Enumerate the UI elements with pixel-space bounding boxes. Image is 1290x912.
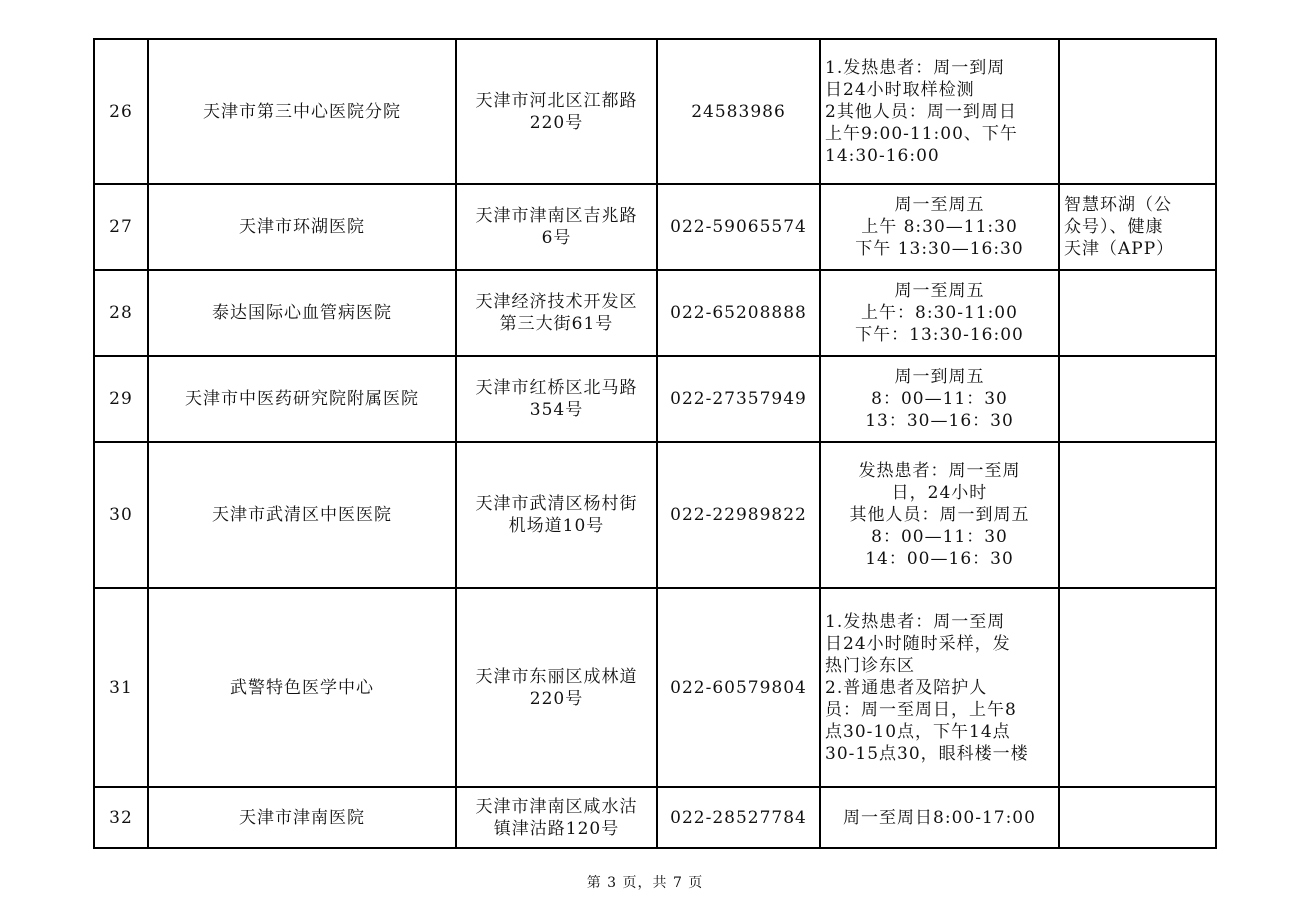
row-number-cell: 29 (94, 356, 148, 442)
hours-cell-line: 1.发热患者：周一至周 (825, 611, 1006, 632)
hours-cell-line: 13：30—16：30 (865, 411, 1014, 431)
table-row (94, 270, 1216, 356)
note-cell (1059, 270, 1216, 356)
hours-cell-line: 周一至周日8:00-17:00 (843, 807, 1036, 828)
table-row (94, 184, 1216, 270)
address-cell-line: 220号 (529, 112, 584, 133)
hours-cell-line: 周一至周五 (894, 195, 985, 215)
note-cell (1059, 442, 1216, 588)
table-row (94, 787, 1216, 848)
note-cell (1059, 588, 1216, 787)
hours-cell-line: 14：00—16：30 (865, 549, 1014, 569)
phone-cell: 022-27357949 (657, 356, 820, 442)
address-cell-line: 天津市武清区杨村街 (475, 494, 638, 514)
address-cell-line: 机场道10号 (508, 516, 605, 536)
hospital-table-body (94, 39, 1216, 848)
hospital-name-cell: 天津市武清区中医医院 (148, 442, 456, 588)
hours-cell (820, 356, 1059, 442)
hours-cell-line: 日24小时随时采样，发 (825, 633, 1011, 654)
hours-cell-line: 30-15点30，眼科楼一楼 (825, 743, 1029, 764)
hours-cell-line: 周一至周五 (894, 281, 985, 301)
address-cell-line: 天津市红桥区北马路 (475, 378, 638, 398)
address-cell (456, 356, 657, 442)
note-cell (1059, 356, 1216, 442)
hospital-name-cell: 泰达国际心血管病医院 (148, 270, 456, 356)
hours-cell-line: 热门诊东区 (825, 655, 915, 676)
note-cell (1059, 184, 1216, 270)
address-cell (456, 787, 657, 848)
hours-cell-line: 上午：8:30-11:00 (861, 303, 1018, 323)
table-row (94, 588, 1216, 787)
address-cell-line: 天津市津南区吉兆路 (475, 206, 638, 226)
note-cell (1059, 39, 1216, 184)
phone-cell: 022-60579804 (657, 588, 820, 787)
hours-cell-line: 下午 13:30—16:30 (855, 239, 1024, 259)
address-cell-line: 天津经济技术开发区 (475, 292, 638, 312)
table-row (94, 442, 1216, 588)
table-row (94, 356, 1216, 442)
address-cell (456, 184, 657, 270)
row-number-cell: 32 (94, 787, 148, 848)
hours-cell-line: 8：00—11：30 (871, 389, 1008, 409)
note-cell-line: 天津（APP） (1064, 239, 1175, 259)
hours-cell (820, 184, 1059, 270)
row-number-cell: 31 (94, 588, 148, 787)
address-cell-line: 天津市津南区咸水沽 (475, 796, 638, 817)
row-number-cell: 30 (94, 442, 148, 588)
row-number-cell: 26 (94, 39, 148, 184)
address-cell-line: 354号 (529, 400, 584, 420)
hours-cell-line: 日24小时取样检测 (825, 79, 975, 100)
hospital-name-cell: 武警特色医学中心 (148, 588, 456, 787)
hours-cell (820, 787, 1059, 848)
hours-cell (820, 39, 1059, 184)
note-cell-line: 智慧环湖（公 (1064, 195, 1172, 215)
hours-cell (820, 270, 1059, 356)
phone-cell: 022-22989822 (657, 442, 820, 588)
page-footer: 第 3 页，共 7 页 (586, 875, 704, 891)
hospital-name-cell: 天津市第三中心医院分院 (148, 39, 456, 184)
address-cell-line: 6号 (541, 228, 572, 248)
address-cell (456, 588, 657, 787)
row-number-cell: 27 (94, 184, 148, 270)
hours-cell-line: 1.发热患者：周一到周 (825, 57, 1006, 78)
hours-cell-line: 上午9:00-11:00、下午 (825, 123, 1018, 144)
address-cell (456, 442, 657, 588)
address-cell (456, 39, 657, 184)
hours-cell-line: 2.普通患者及陪护人 (825, 677, 988, 698)
hours-cell-line: 周一到周五 (894, 367, 985, 387)
hours-cell-line: 8：00—11：30 (871, 527, 1008, 547)
document-page (93, 38, 1215, 849)
address-cell-line: 天津市东丽区成林道 (475, 666, 638, 687)
hours-cell-line: 下午：13:30-16:00 (855, 325, 1024, 345)
phone-cell: 022-65208888 (657, 270, 820, 356)
address-cell-line: 第三大街61号 (499, 314, 614, 334)
hours-cell-line: 14:30-16:00 (825, 145, 940, 166)
address-cell (456, 270, 657, 356)
hours-cell (820, 588, 1059, 787)
hours-cell-line: 2其他人员：周一到周日 (825, 101, 1017, 122)
hours-cell-line: 点30-10点，下午14点 (825, 721, 1011, 742)
address-cell-line: 镇津沽路120号 (493, 818, 620, 839)
table-row (94, 39, 1216, 184)
hospital-table (93, 38, 1217, 849)
hospital-name-cell: 天津市中医药研究院附属医院 (148, 356, 456, 442)
hospital-name-cell: 天津市津南医院 (148, 787, 456, 848)
phone-cell: 24583986 (657, 39, 820, 184)
hours-cell-line: 上午 8:30—11:30 (861, 217, 1018, 237)
phone-cell: 022-28527784 (657, 787, 820, 848)
hours-cell-line: 员：周一至周日，上午8 (825, 699, 1017, 720)
hours-cell-line: 日，24小时 (891, 483, 988, 503)
hours-cell-line: 其他人员：周一到周五 (849, 505, 1030, 525)
phone-cell: 022-59065574 (657, 184, 820, 270)
hours-cell-line: 发热患者：周一至周 (858, 461, 1021, 481)
hours-cell (820, 442, 1059, 588)
row-number-cell: 28 (94, 270, 148, 356)
note-cell-line: 众号）、健康 (1064, 217, 1164, 237)
note-cell (1059, 787, 1216, 848)
hospital-name-cell: 天津市环湖医院 (148, 184, 456, 270)
address-cell-line: 天津市河北区江都路 (475, 90, 638, 111)
address-cell-line: 220号 (529, 688, 584, 709)
